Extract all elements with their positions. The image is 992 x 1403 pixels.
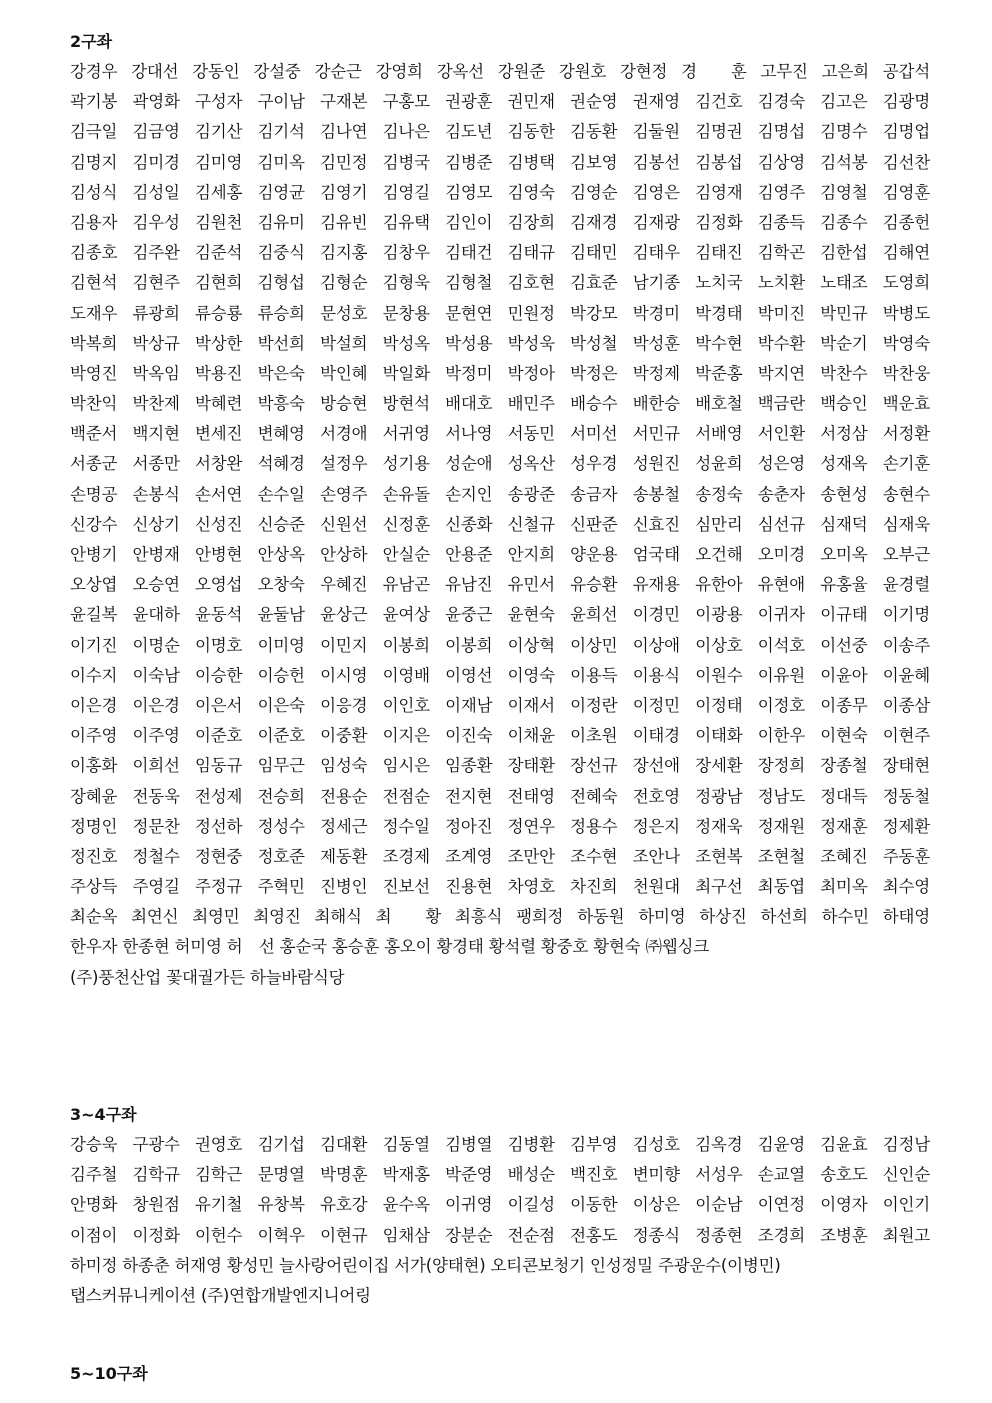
donor-row: 이수지 이숙남 이승한 이승헌 이시영 이영배 이영선 이영숙 이용득 이용식 이원수 이유원 이윤아 이윤혜 (70, 665, 930, 685)
donor-row: 하미정 하종춘 허재영 황성민 늘사랑어린이집 서가(양태현) 오티콘보청기 인성정밀 주광운수(이병민) (70, 1255, 781, 1275)
donor-row: 정명인 정문찬 정선하 정성수 정세근 정수일 정아진 정연우 정용수 정은지 정재욱 정재원 정재훈 정제환 (70, 816, 930, 836)
donor-row: 안명화 창원점 유기철 유창복 유호강 윤수옥 이귀영 이길성 이동한 이상은 이순남 이연정 이영자 이인기 (70, 1195, 930, 1215)
donor-row: 강경우 강대선 강동인 강설중 강순근 강영희 강옥선 강원준 강원호 강현정 경 훈 고무진 고은희 공갑석 (70, 62, 930, 81)
donor-row: 주상득 주영길 주정규 주혁민 진병인 진보선 진용현 차영호 차진희 천원대 최구선 최동엽 최미옥 최수영 (70, 877, 930, 897)
donor-row: 이기진 이명순 이명호 이미영 이민지 이봉희 이봉희 이상혁 이상민 이상애 이상호 이석호 이선중 이송주 (70, 635, 930, 655)
donor-row: 김성식 김성일 김세홍 김영균 김영기 김영길 김영모 김영숙 김영순 김영은 김영재 김영주 김영철 김영훈 (70, 182, 930, 202)
donor-row: 박찬익 박찬제 박혜련 박흥숙 방승현 방현석 배대호 배민주 배승수 배한승 배호철 백금란 백승인 백운효 (70, 394, 930, 414)
donor-row: 신강수 신상기 신성진 신승준 신원선 신정훈 신종화 신철규 신판준 신효진 심만리 심선규 심재덕 심재욱 (70, 514, 930, 534)
donor-row: 안병기 안병재 안병현 안상옥 안상하 안실순 안용준 안지희 양운용 엄국태 오건해 오미경 오미옥 오부근 (70, 545, 930, 564)
section-heading: 5~10구좌 (70, 1364, 148, 1383)
donor-row: 오상엽 오승연 오영섭 오창숙 우혜진 유남곤 유남진 유민서 유승환 유재용 유한아 유현애 유홍율 윤경렬 (70, 575, 930, 595)
donor-row: 이홍화 이희선 임동규 임무근 임성숙 임시은 임종환 장태환 장선규 장선애 장세환 장정희 장종철 장태현 (70, 756, 930, 776)
donor-row: 손명공 손봉식 손서연 손수일 손영주 손유돌 손지인 송광준 송금자 송봉철 송정숙 송춘자 송현성 송현수 (70, 484, 930, 504)
section-heading: 3~4구좌 (70, 1105, 137, 1124)
donor-row: 장혜윤 전동욱 전성제 전승희 전용순 전점순 전지현 전태영 전혜숙 전호영 정광남 정남도 정대득 정동철 (70, 786, 930, 806)
donor-row: 김현석 김현주 김현희 김형섭 김형순 김형욱 김형철 김호현 김효준 남기종 노치국 노치환 노태조 도영희 (70, 273, 930, 293)
donor-row: 서종군 서종만 서창완 석혜경 설정우 성기용 성순애 성옥산 성우경 성원진 성윤희 성은영 성재옥 손기훈 (70, 454, 930, 474)
donor-row: 김주철 김학규 김학근 문명열 박명훈 박재홍 박준영 배성순 백진호 변미향 서성우 손교열 송호도 신인순 (70, 1165, 930, 1185)
donor-name-list (70, 1130, 930, 1311)
section-5-10-accounts (70, 1362, 930, 1386)
donor-row: 탭스커뮤니케이션 (주)연합개발엔지니어링 (70, 1285, 371, 1305)
donor-name-list (70, 57, 930, 993)
section-2-accounts (70, 30, 930, 993)
donor-row: 백준서 백지현 변세진 변혜영 서경애 서귀영 서나영 서동민 서미선 서민규 서배영 서인환 서정삼 서정환 (70, 424, 930, 444)
donor-row: 박복희 박상규 박상한 박선희 박설희 박성옥 박성용 박성욱 박성철 박성훈 박수현 박수환 박순기 박영숙 (70, 333, 930, 353)
donor-row: 김종호 김주완 김준석 김중식 김지홍 김창우 김태건 김태규 김태민 김태우 김태진 김학곤 김한섭 김해연 (70, 243, 930, 263)
donor-row: 곽기봉 곽영화 구성자 구이남 구재본 구홍모 권광훈 권민재 권순영 권재영 김건호 김경숙 김고은 김광명 (70, 92, 930, 112)
donor-row: 김명지 김미경 김미영 김미옥 김민정 김병국 김병준 김병택 김보영 김봉선 김봉섭 김상영 김석봉 김선찬 (70, 152, 930, 172)
donor-row: 이은경 이은경 이은서 이은숙 이응경 이인호 이재남 이재서 이정란 이정민 이정태 이정호 이종무 이종삼 (70, 695, 930, 715)
donor-row: 도재우 류광희 류승룡 류승희 문성호 문창용 문현연 민원정 박강모 박경미 박경태 박미진 박민규 박병도 (70, 303, 930, 323)
donor-row: 정진호 정철수 정현중 정호준 제동환 조경제 조계영 조만안 조수현 조안나 조현복 조현철 조혜진 주동훈 (70, 846, 930, 866)
section-3-4-accounts (70, 1103, 930, 1311)
donor-row: 이점이 이정화 이헌수 이혁우 이현규 임채삼 장분순 전순점 전홍도 정종식 정종현 조경희 조병훈 최원고 (70, 1225, 930, 1245)
donor-row: 박영진 박옥임 박용진 박은숙 박인혜 박일화 박정미 박정아 박정은 박정제 박준홍 박지연 박찬수 박찬웅 (70, 363, 930, 383)
donor-row: 김용자 김우성 김원천 김유미 김유빈 김유택 김인이 김장희 김재경 김재광 김정화 김종득 김종수 김종헌 (70, 212, 930, 232)
donor-row: 윤길복 윤대하 윤동석 윤둘남 윤상근 윤여상 윤중근 윤현숙 윤희선 이경민 이광용 이귀자 이규태 이기명 (70, 605, 930, 625)
donor-row: 김극일 김금영 김기산 김기석 김나연 김나은 김도년 김동한 김동환 김둘원 김명권 김명섭 김명수 김명업 (70, 122, 930, 142)
donor-row: 강승욱 구광수 권영호 김기섭 김대환 김동열 김병열 김병환 김부영 김성호 김옥경 김윤영 김윤효 김정남 (70, 1135, 930, 1154)
section-heading: 2구좌 (70, 32, 113, 51)
donor-row: 이주영 이주영 이준호 이준호 이중환 이지은 이진숙 이채윤 이초원 이태경 이태화 이한우 이현숙 이현주 (70, 726, 930, 746)
donor-row: (주)풍천산업 꽃대궐가든 하늘바람식당 (70, 967, 345, 987)
donor-row: 최순옥 최연신 최영민 최영진 최해식 최 황 최흥식 팽희정 하동원 하미영 하상진 하선희 하수민 하태영 (70, 907, 930, 927)
donor-row: 한우자 한종현 허미영 허 선 홍순국 홍승훈 홍오이 황경태 황석렬 황중호 황현숙 ㈜웹싱크 (70, 937, 709, 957)
